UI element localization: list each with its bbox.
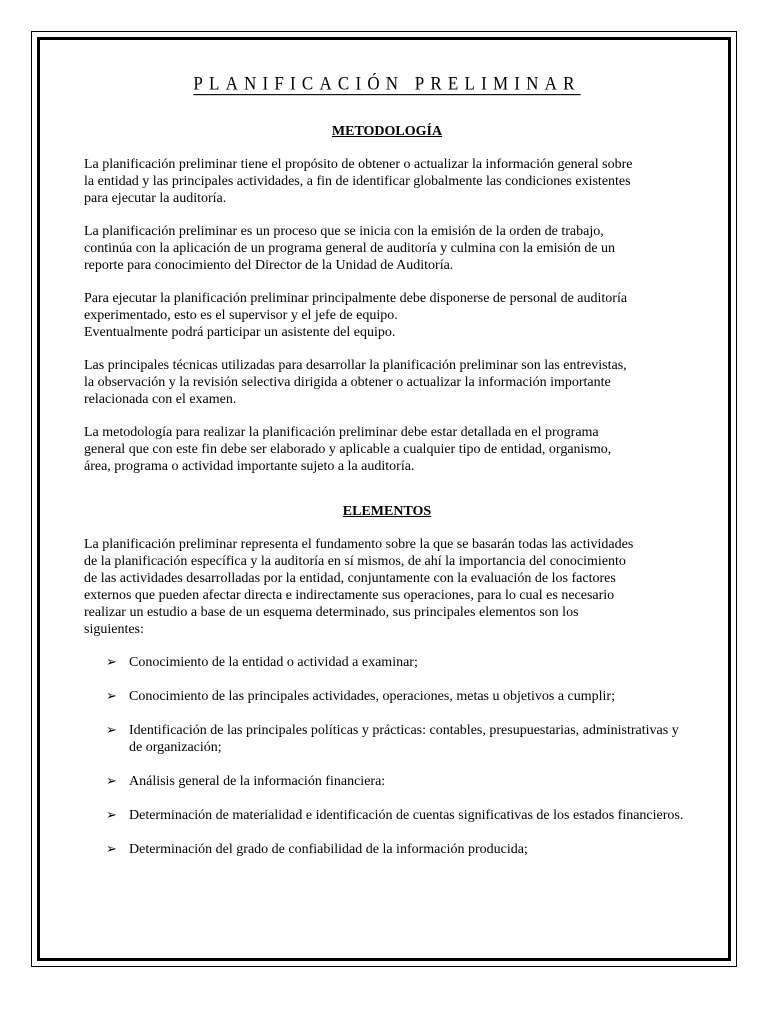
arrowhead-bullet-icon: ➢ — [106, 808, 117, 823]
list-item-line: Conocimiento de las principales actividades, operaciones, metas u objetivos a cumplir; — [129, 689, 615, 704]
paragraph-line: La metodología para realizar la planificación preliminar debe estar detallada en el programa — [84, 425, 599, 440]
paragraph-line: para ejecutar la auditoría. — [84, 191, 227, 206]
list-item — [84, 688, 690, 705]
list-item — [84, 841, 690, 858]
list-item-line: Determinación del grado de confiabilidad de la información producida; — [129, 842, 528, 857]
elements-list — [84, 654, 690, 858]
paragraph-line: La planificación preliminar tiene el propósito de obtener o actualizar la información general sobre — [84, 157, 633, 172]
section-spacer — [84, 491, 690, 504]
paragraph-line: general que con este fin debe ser elaborado y aplicable a cualquier tipo de entidad, organismo, — [84, 442, 612, 457]
paragraph-line: de las actividades desarrolladas por la entidad, conjuntamente con la evaluación de los factores — [84, 571, 616, 586]
list-item-line: administrativas y de organización; — [129, 723, 679, 755]
list-item-line: Determinación de materialidad e identificación de cuentas significativas de los estados — [129, 808, 615, 823]
list-item — [84, 807, 690, 824]
paragraph-line: externos que pueden afectar directa e indirectamente sus operaciones, para lo cual es necesario — [84, 588, 615, 603]
paragraph — [84, 357, 690, 408]
list-item — [84, 722, 690, 756]
paragraph-line: La planificación preliminar representa el fundamento sobre la que se basarán todas las actividades — [84, 537, 634, 552]
section-heading-elementos: ELEMENTOS — [342, 504, 432, 519]
document-body — [84, 74, 690, 875]
paragraph-line: siguientes: — [84, 622, 144, 637]
paragraph — [84, 223, 690, 274]
paragraph-line: Las principales técnicas utilizadas para desarrollar la planificación preliminar son las entrevistas, — [84, 358, 627, 373]
paragraph — [84, 156, 690, 207]
paragraph-line: de la planificación específica y la auditoría en sí mismos, de ahí la importancia del conocimiento — [84, 554, 626, 569]
paragraph-line: realizar un estudio a base de un esquema determinado, sus principales elementos son los — [84, 605, 579, 620]
list-item-line: financieros. — [617, 808, 684, 823]
paragraph-line: la entidad y las principales actividades, a fin de identificar globalmente las condiciones existentes — [84, 174, 631, 189]
list-item — [84, 773, 690, 790]
arrowhead-bullet-icon: ➢ — [106, 842, 117, 857]
arrowhead-bullet-icon: ➢ — [106, 774, 117, 789]
paragraph — [84, 290, 690, 341]
list-item-line: Conocimiento de la entidad o actividad a examinar; — [129, 655, 418, 670]
paragraph-line: la observación y la revisión selectiva dirigida a obtener o actualizar la información importante — [84, 375, 611, 390]
paragraph-line: relacionada con el examen. — [84, 392, 237, 407]
paragraph-line: experimentado, esto es el supervisor y el jefe de equipo. — [84, 308, 398, 323]
paragraph-line: Eventualmente podrá participar un asistente del equipo. — [84, 325, 396, 340]
arrowhead-bullet-icon: ➢ — [106, 655, 117, 670]
list-item-line: Análisis general de la información financiera: — [129, 774, 386, 789]
paragraph-line: continúa con la aplicación de un programa general de auditoría y culmina con la emisión de un — [84, 241, 616, 256]
document-title: PLANIFICACIÓN PRELIMINAR — [193, 72, 581, 95]
paragraph — [84, 424, 690, 475]
paragraph-line: La planificación preliminar es un proceso que se inicia con la emisión de la orden de trabajo, — [84, 224, 604, 239]
paragraph-line: área, programa o actividad importante sujeto a la auditoría. — [84, 459, 415, 474]
list-item-line: Identificación de las principales políticas y prácticas: contables, presupuestarias, — [129, 723, 580, 738]
list-item — [84, 654, 690, 671]
section-heading-metodologia: METODOLOGÍA — [331, 124, 443, 139]
arrowhead-bullet-icon: ➢ — [106, 689, 117, 704]
paragraph-line: Para ejecutar la planificación preliminar principalmente debe disponerse de personal de auditoría — [84, 291, 628, 306]
paragraph — [84, 536, 690, 638]
arrowhead-bullet-icon: ➢ — [106, 723, 117, 738]
paragraph-line: reporte para conocimiento del Director de la Unidad de Auditoría. — [84, 258, 454, 273]
